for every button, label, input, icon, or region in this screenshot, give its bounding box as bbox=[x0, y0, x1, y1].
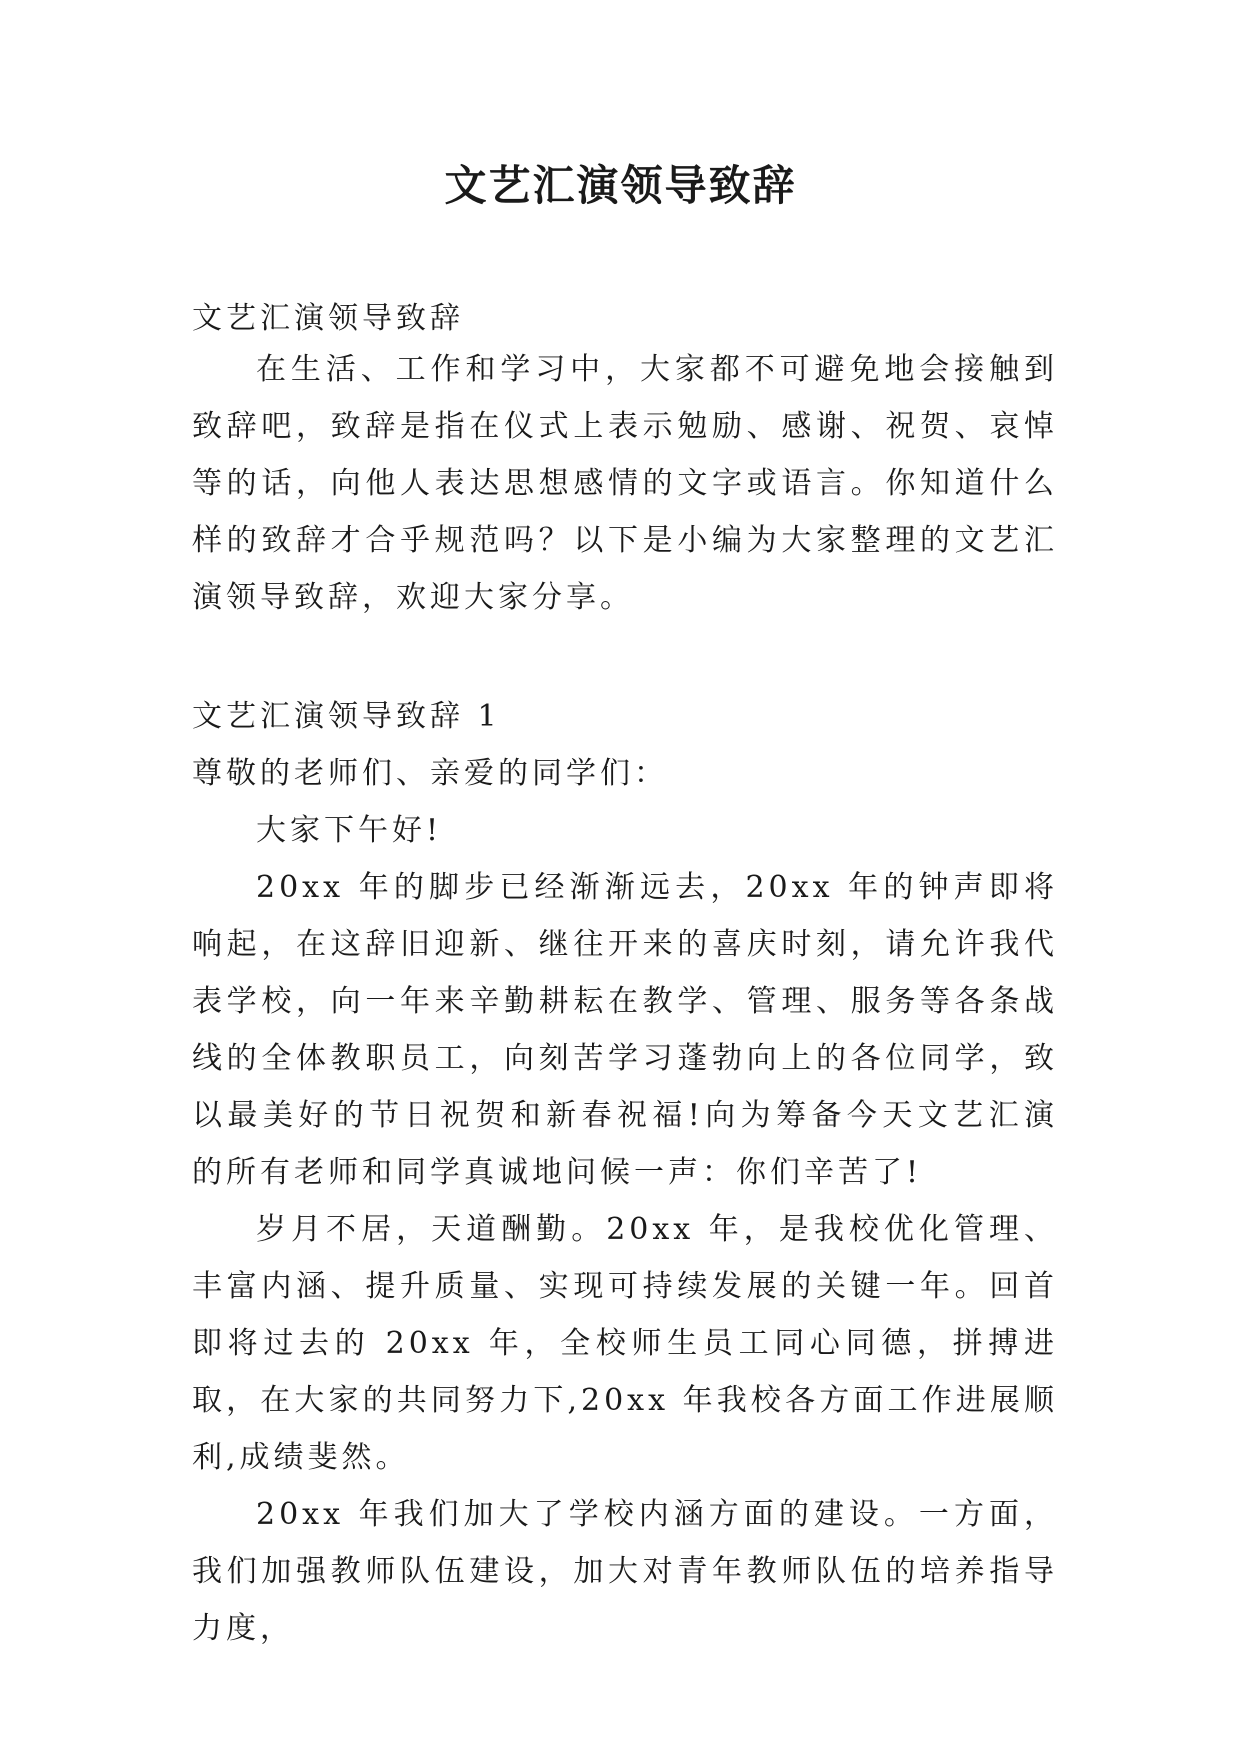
body-paragraph: 20xx 年我们加大了学校内涵方面的建设。一方面，我们加强教师队伍建设，加大对青年教师队伍的培养指导力度， bbox=[192, 1497, 1058, 1646]
body-paragraph: 20xx 年的脚步已经渐渐远去，20xx 年的钟声即将响起，在这辞旧迎新、继往开来的喜庆时刻，请允许我代表学校，向一年来辛勤耕耘在教学、管理、服务等各条战线的全体教职员工，向刻苦学习蓬勃向上的各位同学，致以最美好的节日祝贺和新春祝福!向为筹备今天文艺汇演的所有老师和同学真诚地问候一声：你们辛苦了! bbox=[192, 870, 1058, 1190]
subtitle-text: 文艺汇演领导致辞 bbox=[192, 301, 464, 336]
salutation: 尊敬的老师们、亲爱的同学们： bbox=[192, 756, 668, 791]
speech-section-1 bbox=[192, 688, 1058, 1657]
body-paragraph: 岁月不居，天道酬勤。20xx 年，是我校优化管理、丰富内涵、提升质量、实现可持续发展的关键一年。回首即将过去的 20xx 年，全校师生员工同心同德，拼搏进取，在大家的共同努力下,20xx 年我校各方面工作进展顺利,成绩斐然。 bbox=[192, 1212, 1058, 1475]
greeting: 大家下午好! bbox=[256, 813, 443, 848]
document-subtitle bbox=[192, 290, 1058, 347]
section-heading: 文艺汇演领导致辞 1 bbox=[192, 699, 501, 734]
intro-section bbox=[192, 341, 1058, 626]
document-title: 文艺汇演领导致辞 bbox=[444, 161, 797, 210]
intro-paragraph: 在生活、工作和学习中，大家都不可避免地会接触到致辞吧，致辞是指在仪式上表示勉励、感谢、祝贺、哀悼等的话，向他人表达思想感情的文字或语言。你知道什么样的致辞才合乎规范吗？以下是小编为大家整理的文艺汇演领导致辞，欢迎大家分享。 bbox=[192, 352, 1058, 615]
